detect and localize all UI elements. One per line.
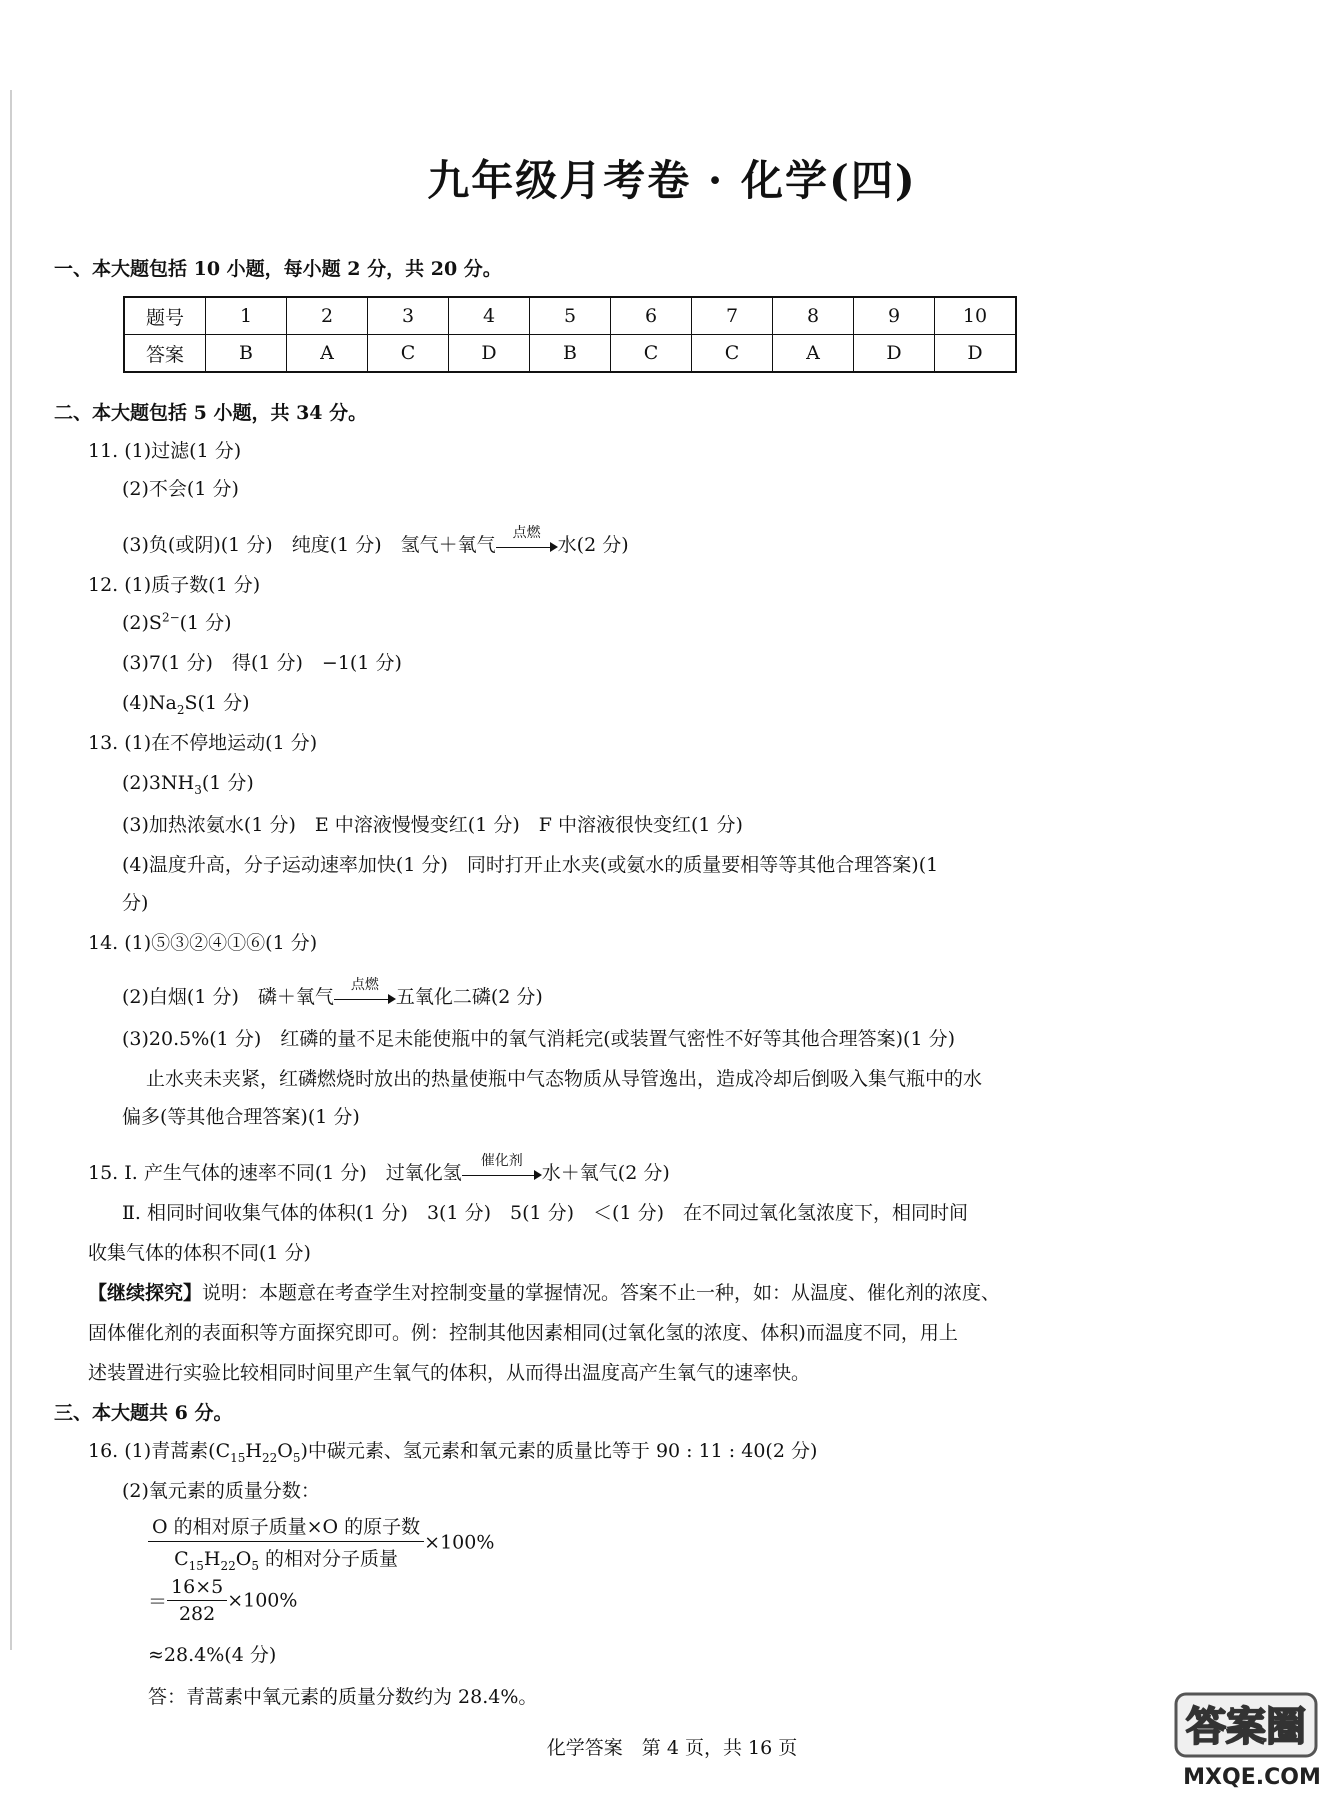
watermark-logo [1172, 1688, 1332, 1793]
section3-heading: 三、本大题共 6 分。 [54, 1402, 233, 1424]
table-cell: 2 [287, 297, 368, 335]
q11-line3-product: 水(2 分) [557, 534, 629, 556]
table-cell: 7 [692, 297, 773, 335]
q16-answer: 答：青蒿素中氧元素的质量分数约为 28.4%。 [148, 1686, 538, 1708]
q15-line4 [88, 1278, 1000, 1305]
table-cell: D [935, 335, 1017, 373]
q11-line1: 11. (1)过滤(1 分) [88, 440, 242, 462]
q13-line2 [122, 768, 254, 797]
fraction [167, 1576, 227, 1625]
q12-line2 [122, 608, 232, 635]
q14-line3: (3)20.5%(1 分) 红磷的量不足未能使瓶中的氧气消耗完(或装置气密性不好等其他合理答案)(1 分) [122, 1028, 956, 1050]
section2-heading: 二、本大题包括 5 小题，共 34 分。 [54, 402, 368, 424]
q12-line3: (3)7(1 分) 得(1 分) −1(1 分) [122, 652, 402, 674]
formula-fraction-2 [148, 1576, 297, 1625]
q12-line4 [122, 688, 250, 717]
reaction-arrow [462, 1153, 542, 1184]
fraction-numerator: O 的相对原子质量×O 的原子数 [148, 1512, 424, 1542]
q12-line4-tail: S(1 分) [184, 692, 250, 714]
table-cell: 9 [854, 297, 935, 335]
q16-line1-text: 16. (1)青蒿素(C [88, 1440, 231, 1462]
table-cell: 5 [530, 297, 611, 335]
q16-line2: (2)氧元素的质量分数： [122, 1480, 320, 1502]
q16-line1 [88, 1436, 817, 1465]
q14-line2-product: 五氧化二磷(2 分) [395, 986, 543, 1008]
q15-line1-text: 15. Ⅰ. 产生气体的速率不同(1 分) 过氧化氢 [88, 1162, 462, 1184]
q16-line1-tail: )中碳元素、氢元素和氧元素的质量比等于 90 : 11 : 40(2 分) [300, 1440, 818, 1462]
table-cell: 1 [206, 297, 287, 335]
formula-fraction-1 [148, 1512, 494, 1573]
table-row-label: 答案 [124, 335, 206, 373]
table-row-label: 题号 [124, 297, 206, 335]
q14-line1: 14. (1)⑤③②④①⑥(1 分) [88, 932, 318, 954]
q15-line4-text: 说明：本题意在考查学生对控制变量的掌握情况。答案不止一种，如：从温度、催化剂的浓度、 [202, 1282, 1001, 1304]
page-footer: 化学答案 第 4 页，共 16 页 [546, 1737, 798, 1759]
reaction-arrow [334, 977, 396, 1008]
reaction-condition: 点燃 [350, 977, 379, 993]
q16-approx: ≈28.4%(4 分) [148, 1644, 277, 1666]
table-cell: 6 [611, 297, 692, 335]
watermark-logo-icon [1172, 1688, 1332, 1793]
q15-line1 [88, 1153, 670, 1185]
subscript: 2 [176, 702, 185, 717]
subscript: 5 [292, 1450, 301, 1465]
table-cell: 8 [773, 297, 854, 335]
q11-line3 [122, 525, 629, 557]
section1-heading: 一、本大题包括 10 小题，每小题 2 分，共 20 分。 [54, 258, 502, 280]
q12-line2-text: (2)S [122, 612, 162, 634]
table-cell: A [773, 335, 854, 373]
q13-line2-tail: (1 分) [201, 772, 254, 794]
formula-part: O [277, 1440, 293, 1462]
page-title: 九年级月考卷 · 化学(四) [427, 156, 917, 205]
q13-line3: (3)加热浓氨水(1 分) E 中溶液慢慢变红(1 分) F 中溶液很快变红(1 分) [122, 814, 743, 836]
table-cell: B [530, 335, 611, 373]
q12-line4-text: (4)Na [122, 692, 177, 714]
fraction-tail: ×100% [424, 1531, 495, 1554]
ion-charge: 2− [161, 610, 180, 625]
q13-line1: 13. (1)在不停地运动(1 分) [88, 732, 318, 754]
q15-line3: 收集气体的体积不同(1 分) [88, 1242, 311, 1264]
q15-line2: Ⅱ. 相同时间收集气体的体积(1 分) 3(1 分) 5(1 分) ＜(1 分) 在不同过氧化氢浓度下，相同时间 [122, 1202, 968, 1224]
subscript: 3 [194, 782, 202, 797]
table-cell: C [611, 335, 692, 373]
table-row-numbers [124, 297, 1016, 335]
q14-line2 [122, 977, 543, 1009]
table-cell: 3 [368, 297, 449, 335]
svg-text:答案圈: 答案圈 [1186, 1704, 1306, 1750]
q13-line5: 分) [122, 892, 149, 914]
table-row-answers [124, 335, 1016, 373]
page-edge-line [10, 90, 12, 1650]
table-cell: D [854, 335, 935, 373]
subscript: 22 [261, 1450, 278, 1465]
reaction-arrow [496, 525, 558, 556]
fraction-tail: ×100% [227, 1589, 298, 1612]
q12-line2-score: (1 分) [179, 612, 232, 634]
q11-line2: (2)不会(1 分) [122, 478, 239, 500]
reaction-condition: 催化剂 [480, 1153, 523, 1169]
q15-line1-product: 水＋氧气(2 分) [541, 1162, 670, 1184]
q15-line5: 固体催化剂的表面积等方面探究即可。例：控制其他因素相同(过氧化氢的浓度、体积)而温度不同，用上 [88, 1322, 958, 1344]
q15-line6: 述装置进行实验比较相同时间里产生氧气的体积，从而得出温度高产生氧气的速率快。 [88, 1362, 811, 1384]
table-cell: 4 [449, 297, 530, 335]
reaction-condition: 点燃 [512, 525, 541, 541]
fraction [148, 1512, 424, 1573]
equals-sign: ＝ [148, 1591, 168, 1613]
q12-line1: 12. (1)质子数(1 分) [88, 574, 261, 596]
answer-table [123, 296, 1017, 373]
svg-text:MXQE.COM: MXQE.COM [1183, 1765, 1321, 1790]
q14-line4: 止水夹未夹紧，红磷燃烧时放出的热量使瓶中气态物质从导管逸出，造成冷却后倒吸入集气瓶中的水 [146, 1068, 983, 1090]
table-cell: C [368, 335, 449, 373]
table-cell: 10 [935, 297, 1017, 335]
q13-line2-text: (2)3NH [122, 772, 195, 794]
table-cell: D [449, 335, 530, 373]
fraction-numerator: 16×5 [167, 1576, 227, 1601]
q11-line3-text: (3)负(或阴)(1 分) 纯度(1 分) 氢气＋氧气 [122, 534, 496, 556]
fraction-denominator: $C_{15}H_{22}O_5$ 的相对分子质量 [174, 1548, 399, 1573]
table-cell: A [287, 335, 368, 373]
table-cell: B [206, 335, 287, 373]
table-cell: C [692, 335, 773, 373]
further-inquiry-label: 【继续探究】 [88, 1282, 203, 1304]
q14-line5: 偏多(等其他合理答案)(1 分) [122, 1106, 360, 1128]
q14-line2-text: (2)白烟(1 分) 磷＋氧气 [122, 986, 334, 1008]
subscript: 15 [230, 1450, 246, 1465]
fraction-denominator: 282 [178, 1603, 216, 1625]
formula-part: H [245, 1440, 262, 1462]
q13-line4: (4)温度升高，分子运动速率加快(1 分) 同时打开止水夹(或氨水的质量要相等等其他合理答案)(1 [122, 854, 939, 876]
